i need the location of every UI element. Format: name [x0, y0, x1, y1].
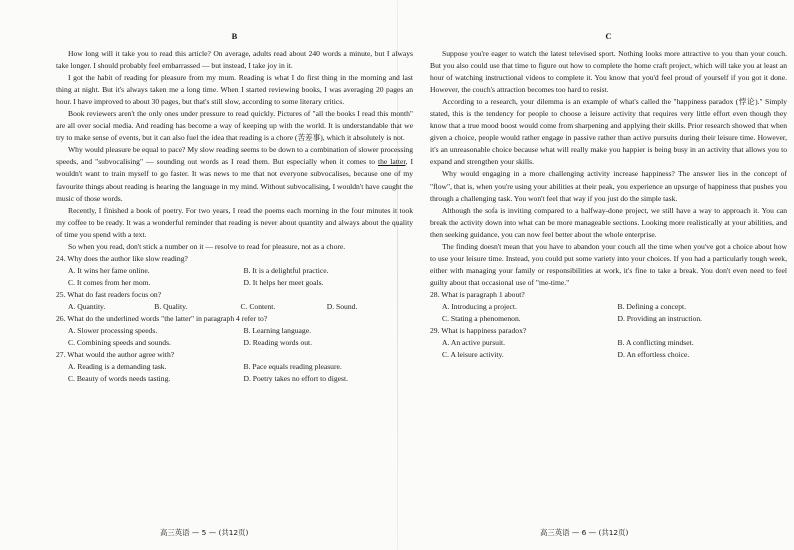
paragraph: I got the habit of reading for pleasure from my mum. Reading is what I do first thing in the morning and last thing at night. But it's always taken me a long time. When I started reviewing books, I was averaging 20 pages an hour. I have improved to about 30 pages, but that's still slow, according to some literary critics. [56, 73, 413, 107]
option[interactable]: C. Combining speeds and sounds. [68, 338, 171, 348]
question-29 [430, 325, 787, 361]
paragraph: Book reviewers aren't the only ones under pressure to read quickly. Pictures of "all the books I read this month" are all over social media. And reading has become a way of keeping up with the world. It is understandable that we try to make sense of events, but it can also fuel the idea that reading is a chore (苦差事), which it absolutely is not. [56, 109, 413, 143]
option[interactable]: D. It helps her meet goals. [243, 277, 324, 287]
option[interactable]: C. Beauty of words needs tasting. [68, 374, 171, 384]
option[interactable]: B. It is a delightful practice. [243, 265, 329, 275]
question-stem: 25. What do fast readers focus on? [56, 289, 162, 299]
question-stem: 29. What is happiness paradox? [430, 326, 527, 336]
section-letter-c: C [605, 31, 612, 41]
option[interactable]: B. Pace equals reading pleasure. [243, 362, 342, 372]
underlined-words: the latter [378, 157, 406, 167]
question-stem: 26. What do the underlined words "the latter" in paragraph 4 refer to? [56, 314, 268, 324]
right-page [430, 30, 787, 522]
option[interactable]: B. A conflicting mindset. [617, 338, 694, 348]
question-stem: 28. What is paragraph 1 about? [430, 289, 525, 299]
page-footer: 高三英语 — 6 — (共12页) [540, 528, 629, 537]
option[interactable]: B. Quality. [154, 301, 188, 311]
paragraph-text: , I wouldn't want to train myself to go faster. It was news to me that not everyone subvocalises, because one of my favourite things about reading is hearing the language in my mind. Without subvocalising, I wouldn't have caught the music of those words. [56, 157, 413, 203]
option[interactable]: A. Slower processing speeds. [68, 326, 158, 336]
paragraph: Although the sofa is inviting compared to a halfway-done project, we still have a way to approach it. You can break the activity down into what can be more manageable sections. Looking more realistically at your abilities, and then seeking guidance, you can now feel better about the whole enterprise. [430, 205, 787, 239]
paragraph [56, 144, 413, 204]
question-24 [56, 253, 413, 289]
page-footer: 高三英语 — 5 — (共12页) [160, 528, 249, 537]
option[interactable]: A. Introducing a project. [442, 301, 517, 311]
paragraph: The finding doesn't mean that you have to abandon your couch all the time when you've got a choice about how to use your leisure time. Instead, you could put some variety into your choices. If you had a particularly tough week, either with managing your family or responsibilities at work, it's fine to take a break. You don't even need to feel guilty about that occasional use of "me-time." [430, 241, 787, 287]
paragraph: How long will it take you to read this article? On average, adults read about 240 words a minute, but I always take longer. I should probably feel embarrassed — but instead, I take joy in it. [56, 49, 413, 71]
paragraph: So when you read, don't stick a number on it — resolve to read for pleasure, not as a chore. [68, 241, 346, 251]
paragraph: According to a research, your dilemma is an example of what's called the "happiness paradox (悖论)." Simply stated, this is the tendency for people to choose a leisure activity that requires very little effort even though they know that a true mood boost would come from sharpening and applying their skills. Prior research showed that when given a choice, people would rather engage in passive rather than active pursuits during their leisure time. However, it's an unreasonable choice because what will really make you happier is being busy in an activity that allows you to expand and strengthen your skills. [430, 97, 787, 167]
option[interactable]: C. A leisure activity. [442, 350, 504, 360]
option[interactable]: D. An effortless choice. [617, 350, 690, 360]
option[interactable]: C. Content. [240, 301, 276, 311]
paragraph: Suppose you're eager to watch the latest televised sport. Nothing looks more attractive to you than your couch. But you also could use that time to figure out how to complete the home craft project, which will take you at least an hour of watching instructional videos to complete it. You know that you'd feel proud of yourself if you got it done. However, the couch's attraction becomes too hard to resist. [430, 49, 787, 95]
option[interactable]: D. Sound. [326, 301, 358, 311]
option[interactable]: C. It comes from her mom. [68, 277, 151, 287]
option[interactable]: B. Learning language. [243, 326, 311, 336]
option[interactable]: C. Stating a phenomenon. [442, 314, 521, 324]
option[interactable]: B. Defining a concept. [617, 301, 687, 311]
paragraph-text: Why would pleasure be equal to pace? My slow reading seems to be down to a combination of slower processing speeds, and "subvocalising" — sounding out words as I read them. But especially when it comes to [56, 145, 413, 167]
question-stem: 27. What would the author agree with? [56, 350, 175, 360]
paragraph: Why would engaging in a more challenging activity increase happiness? The answer lies in the concept of "flow", that is, when you're using your abilities at their peak, you experience an upsurge of happiness that pushes you through a challenging task. You won't feel that way if you just do the simple task. [430, 169, 787, 203]
question-stem: 24. Why does the author like slow reading? [56, 253, 188, 263]
question-25 [56, 289, 413, 313]
option[interactable]: A. An active pursuit. [442, 338, 506, 348]
option[interactable]: D. Poetry takes no effort to digest. [243, 374, 348, 384]
option[interactable]: D. Reading words out. [243, 338, 313, 348]
section-letter-b: B [231, 31, 238, 41]
left-page [56, 30, 413, 522]
question-28 [430, 289, 787, 325]
paragraph: Recently, I finished a book of poetry. For two years, I read the poems each morning in the four minutes it took my coffee to be ready. It was a wonderful reminder that reading is never about quantity and always about the quality of time you spend with a text. [56, 205, 413, 239]
option[interactable]: A. Quantity. [68, 301, 106, 311]
option[interactable]: A. It wins her fame online. [68, 265, 150, 275]
question-27 [56, 349, 413, 385]
question-26 [56, 313, 413, 349]
option[interactable]: D. Providing an instruction. [617, 314, 703, 324]
option[interactable]: A. Reading is a demanding task. [68, 362, 167, 372]
